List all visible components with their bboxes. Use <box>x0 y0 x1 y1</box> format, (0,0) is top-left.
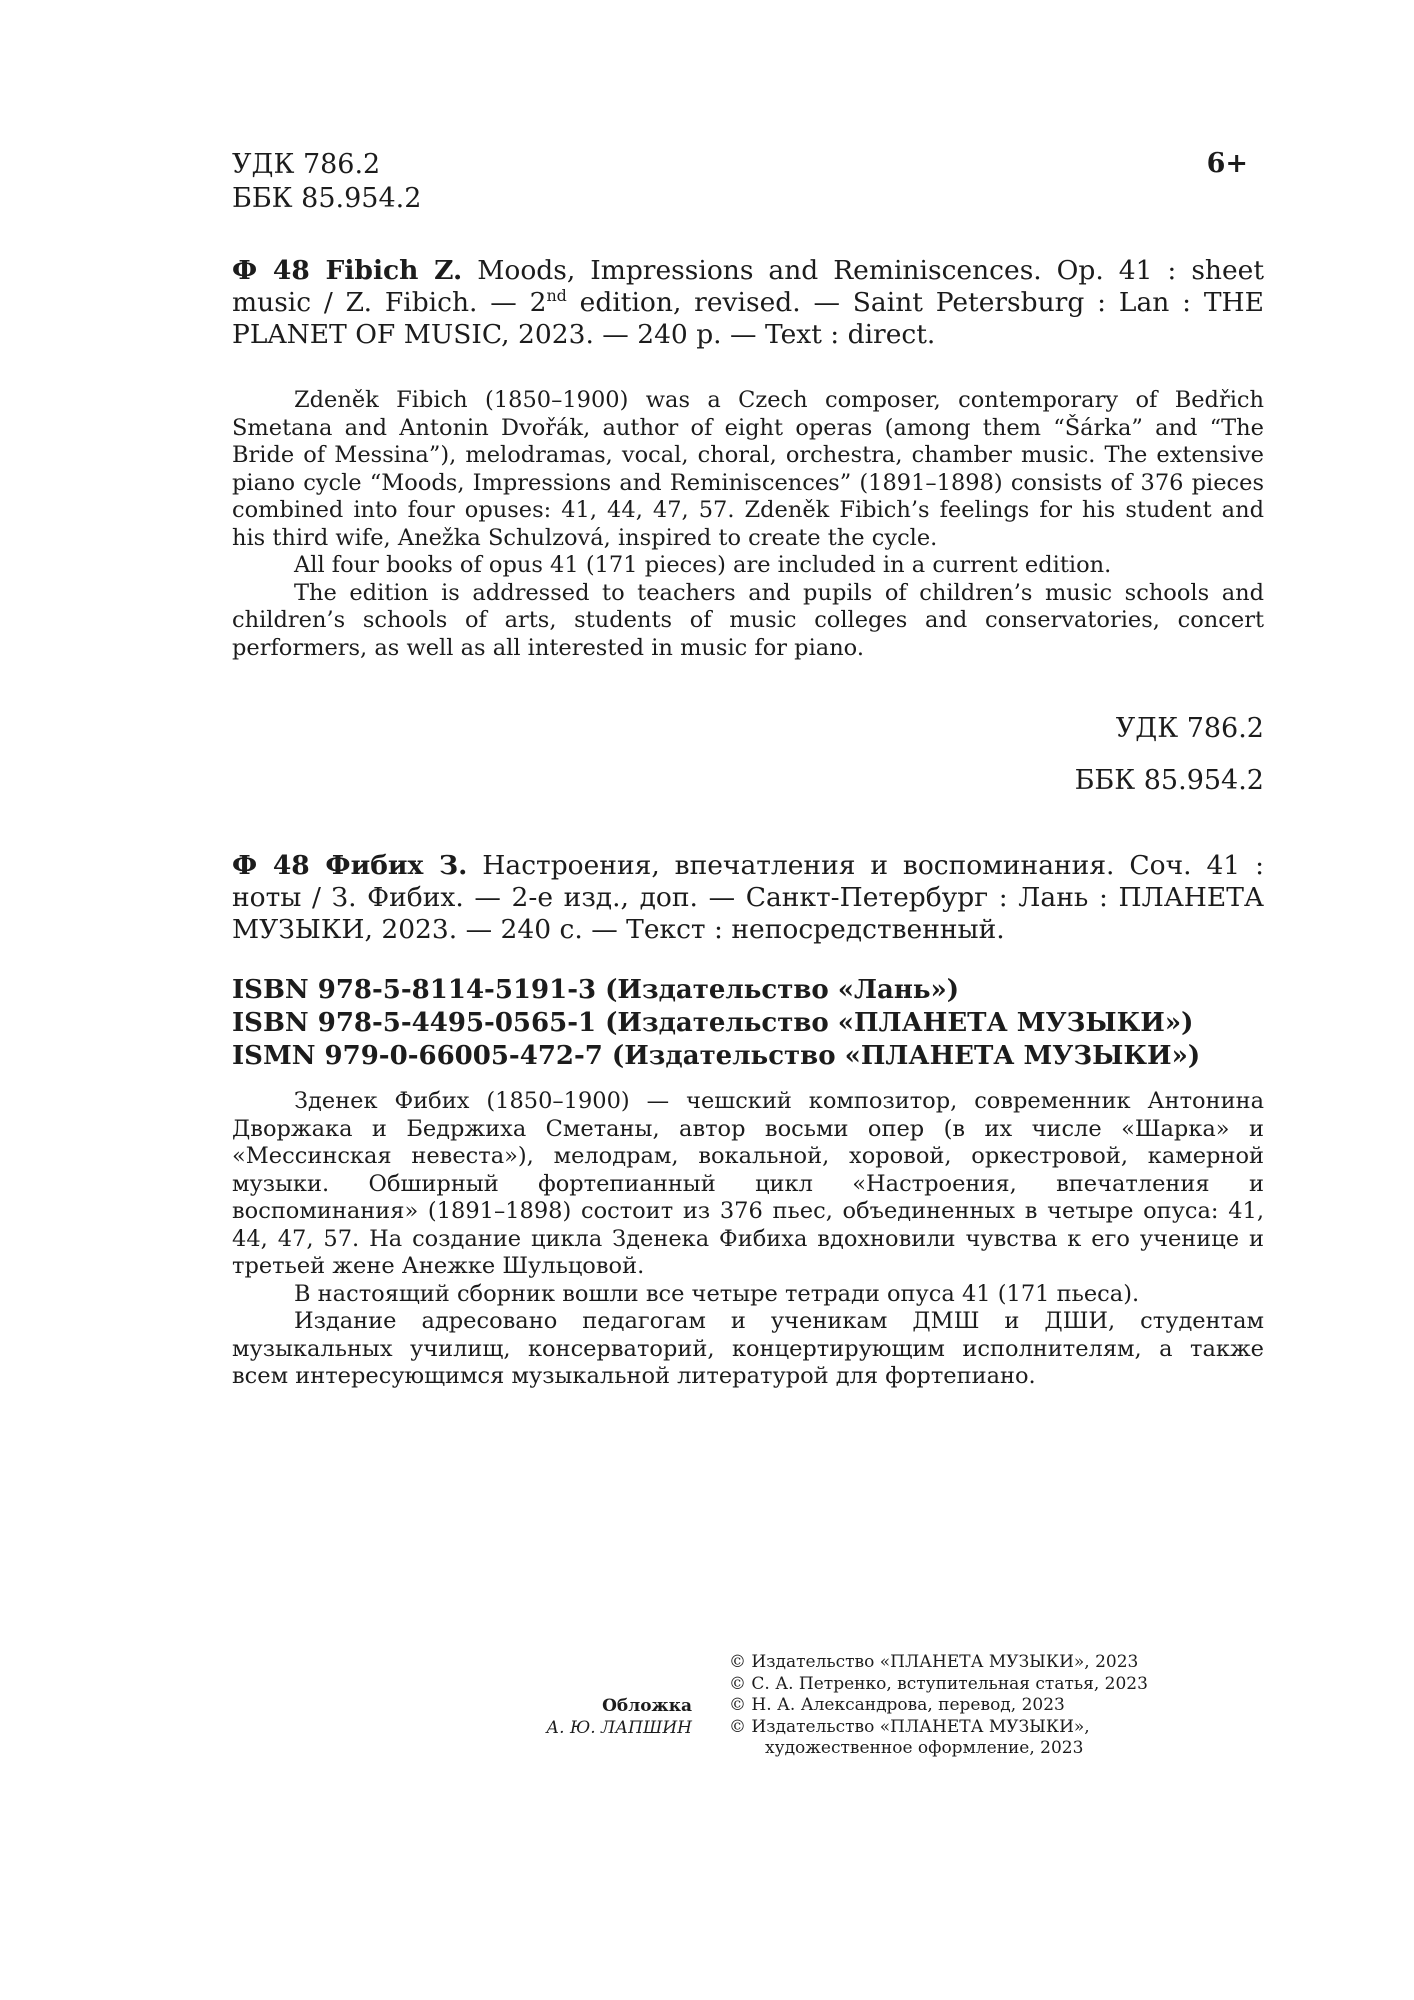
ismn-line: ISMN 979-0-66005-472-7 (Издательство «ПЛАНЕТА МУЗЫКИ») <box>232 1041 1201 1071</box>
bib-lead-russian: Ф 48 Фибих З. <box>232 850 468 881</box>
bib-superscript: nd <box>546 286 567 306</box>
isbn-line: ISBN 978-5-8114-5191-3 (Издательство «Лань») <box>232 975 960 1005</box>
bib-text-english-2: edition, revised. — Saint Petersburg : Lan : THE PLANET OF MUSIC, 2023. — 240 p. — Text : direct. <box>232 287 1264 350</box>
isbn-list <box>232 974 1200 1073</box>
cover-credit <box>520 1695 692 1739</box>
udk-bbk-header <box>232 148 421 216</box>
annotation-paragraph: Издание адресовано педагогам и ученикам ДМШ и ДШИ, студентам музыкальных училищ, консерваторий, концертирующим исполнителям, а также всем интересующимся музыкальной литературой для фортепиано. <box>232 1308 1264 1389</box>
cover-label: Обложка <box>602 1696 692 1716</box>
copyright-line: © Издательство «ПЛАНЕТА МУЗЫКИ», <box>729 1716 1090 1737</box>
bib-text-english-1: Moods, Impressions and Reminiscences. Op. 41 : sheet music / Z. Fibich. — 2 <box>232 255 1264 318</box>
age-rating: 6+ <box>1206 148 1248 179</box>
bib-lead-english: Ф 48 Fibich Z. <box>232 255 463 286</box>
udk-code-right: УДК 786.2 <box>1115 713 1264 744</box>
bbk-code-right: ББК 85.954.2 <box>1074 765 1264 796</box>
copyright-line: художественное оформление, 2023 <box>765 1738 1084 1758</box>
annotation-paragraph: Zdeněk Fibich (1850–1900) was a Czech composer, contemporary of Bedřich Smetana and Antonin Dvořák, author of eight operas (among them “Šárka” and “The Bride of Messina”), melodramas, vocal, choral, orchestra, chamber music. The extensive piano cycle “Moods, Impressions and Reminiscences” (1891–1898) consists of 376 pieces combined into four opuses: 41, 44, 47, 57. Zdeněk Fibich’s feelings for his student and his third wife, Anežka Schulzová, inspired to create the cycle. <box>232 387 1264 551</box>
annotation-english <box>232 387 1264 662</box>
annotation-paragraph: All four books of opus 41 (171 pieces) are included in a current edition. <box>294 552 1112 578</box>
udk-code: УДК 786.2 <box>232 149 381 180</box>
copyright-line: © Н. А. Александрова, перевод, 2023 <box>729 1695 1065 1715</box>
bib-text-russian: Настроения, впечатления и воспоминания. Соч. 41 : ноты / З. Фибих. — 2-е изд., доп. — Санкт-Петербург : Лань : ПЛАНЕТА МУЗЫКИ, 2023. — 240 с. — Текст : непосредственный. <box>232 850 1264 945</box>
bibliographic-record-english <box>232 255 1264 351</box>
cover-designer: А. Ю. ЛАПШИН <box>546 1718 692 1738</box>
bbk-code: ББК 85.954.2 <box>232 183 422 214</box>
copyright-line: © Издательство «ПЛАНЕТА МУЗЫКИ», 2023 <box>729 1652 1139 1672</box>
annotation-paragraph: В настоящий сборник вошли все четыре тетради опуса 41 (171 пьеса). <box>294 1280 1140 1307</box>
annotation-paragraph: The edition is addressed to teachers and pupils of children’s music schools and children’s schools of arts, students of music colleges and conservatories, concert performers, as well as all interested in music for piano. <box>232 579 1264 661</box>
isbn-line: ISBN 978-5-4495-0565-1 (Издательство «ПЛАНЕТА МУЗЫКИ») <box>232 1008 1194 1038</box>
copyright-list <box>729 1652 1148 1760</box>
annotation-paragraph: Зденек Фибих (1850–1900) — чешский композитор, современник Антонина Дворжака и Бедржиха Сметаны, автор восьми опер (в их числе «Шарка» и «Мессинская невеста»), мелодрам, вокальной, хоровой, оркестровой, камерной музыки. Обширный фортепианный цикл «Настроения, впечатления и воспоминания» (1891–1898) состоит из 376 пьес, объединенных в четыре опуса: 41, 44, 47, 57. На создание цикла Зденека Фибиха вдохновили чувства к его ученице и третьей жене Анежке Шульцовой. <box>232 1088 1264 1279</box>
classification-right <box>1075 703 1264 807</box>
copyright-line: © С. А. Петренко, вступительная статья, 2023 <box>729 1673 1148 1694</box>
annotation-russian <box>232 1088 1264 1391</box>
bibliographic-record-russian <box>232 850 1264 946</box>
